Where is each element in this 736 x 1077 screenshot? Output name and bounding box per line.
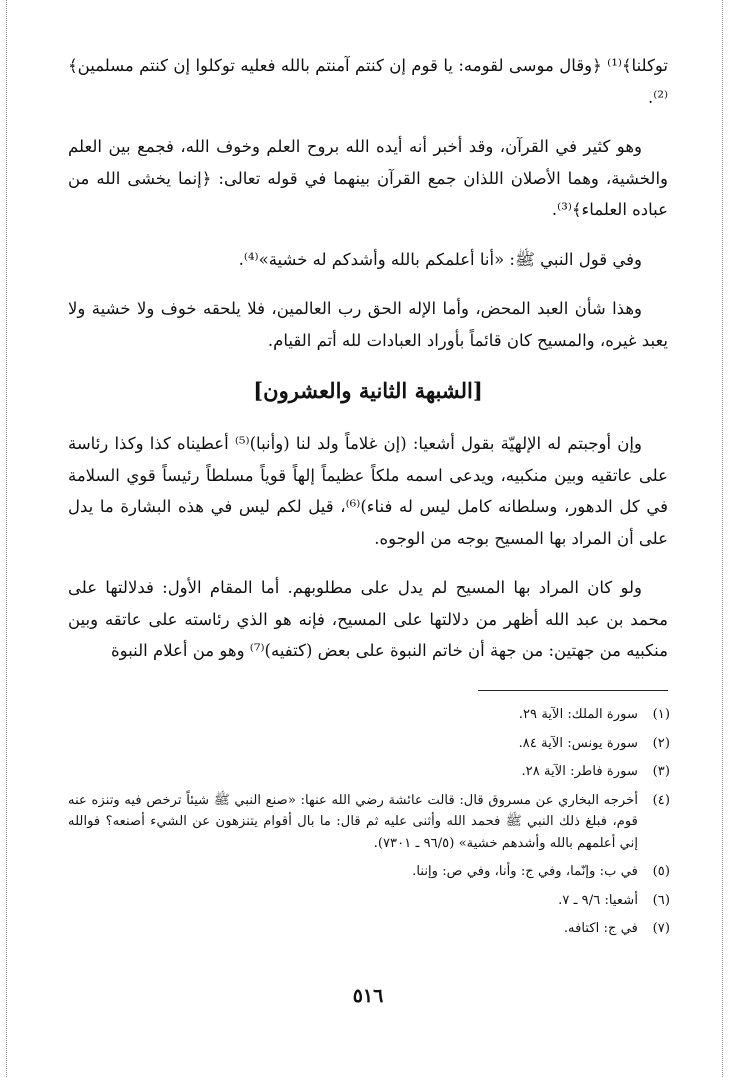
footnote-text: سورة الملك: الآية ٢٩. bbox=[518, 707, 638, 722]
scan-edge-left bbox=[6, 0, 7, 1077]
page-body bbox=[68, 50, 668, 685]
footnote-number: (٢) bbox=[652, 735, 670, 751]
footnote-text: أخرجه البخاري عن مسروق قال: قالت عائشة رضي الله عنها: «صنع النبي ﷺ شيئاً ترخص فيه وتنزه عنه قوم، فبلغ ذلك النبي ﷺ فحمد الله وأثنى عليه ثم قال: ما بال أقوام يتنزهون عن الشيء أصنعه؟ فوالله إني أعلمهم بالله وأشدهم خشية» (٩٦/٥ ـ ٧٣٠١). bbox=[68, 792, 638, 851]
paragraph: ولو كان المراد بها المسيح لم يدل على مطلوبهم. أما المقام الأول: فدلالتها على محمد بن عبد الله أظهر من دلالتها على المسيح، فإنه هو الذي رئاسته على عاتقه وبين منكبيه من جهتين: من جهة أن خاتم النبوة على بعض (كتفيه)⁽⁷⁾ وهو من أعلام النبوة bbox=[68, 578, 668, 660]
paragraph: توكلنا﴾⁽¹⁾ ﴿وقال موسى لقومه: يا قوم إن كنتم آمنتم بالله فعليه توكلوا إن كنتم مسلمين﴾⁽²⁾. bbox=[68, 56, 668, 107]
paragraph: وإن أوجبتم له الإلهيّة بقول أشعيا: (إن غلاماً ولد لنا (وأنبا)⁽⁵⁾ أعطيناه كذا وكذا رئاسة على عاتقيه وبين منكبيه، ويدعى اسمه ملكاً عظيماً إلهاً قوياً مسلطاً رئيساً قوي السلامة في كل الدهور، وسلطانه كامل ليس له فناء)⁽⁶⁾، قيل لكم ليس في هذه البشارة ما يدل على أن المراد بها المسيح بوجه من الوجوه. bbox=[68, 434, 668, 548]
footnote-number: (٤) bbox=[652, 792, 670, 808]
footnote-text: سورة يونس: الآية ٨٤. bbox=[518, 735, 638, 751]
footnote-number: (٣) bbox=[652, 764, 670, 779]
footnote bbox=[68, 761, 670, 783]
footnote-number: (٧) bbox=[652, 921, 670, 936]
footnote bbox=[68, 890, 670, 912]
footnote-text: أشعيا: ٩/٦ ـ ٧. bbox=[558, 892, 638, 908]
footnote-number: (١) bbox=[652, 707, 670, 722]
footnote-text: في ج: اكتافه. bbox=[563, 921, 638, 936]
footnote-divider bbox=[478, 690, 668, 691]
page-number: ٥١٦ bbox=[352, 985, 384, 1007]
footnote bbox=[68, 733, 670, 755]
footnote-text: في ب: وإنّما، وفي ج: وأنا، وفي ص: وإننا. bbox=[412, 864, 638, 879]
footnote bbox=[68, 861, 670, 883]
paragraph: وهذا شأن العبد المحض، وأما الإله الحق رب العالمين، فلا يلحقه خوف ولا خشية ولا يعبد غيره، والمسيح كان قائماً بأوراد العبادات لله أتم القيام. bbox=[68, 299, 668, 350]
paragraph: وفي قول النبي ﷺ: «أنا أعلمكم بالله وأشدكم له خشية»⁽⁴⁾. bbox=[238, 249, 642, 269]
paragraph: وهو كثير في القرآن، وقد أخبر أنه أيده الله بروح العلم وخوف الله، فجمع بين العلم والخشية، وهما الأصلان اللذان جمع القرآن بينهما في قوله تعالى: ﴿إنما يخشى الله من عباده العلماء﴾⁽³⁾. bbox=[68, 137, 668, 219]
main-text-continued bbox=[68, 428, 668, 667]
footnote bbox=[68, 790, 670, 855]
footnote bbox=[68, 918, 670, 940]
main-text bbox=[68, 50, 668, 356]
footnote-number: (٥) bbox=[652, 864, 670, 879]
footnotes bbox=[68, 704, 670, 947]
footnote-text: سورة فاطر: الآية ٢٨. bbox=[521, 764, 638, 779]
footnote-number: (٦) bbox=[652, 892, 670, 908]
scan-edge-right bbox=[722, 0, 723, 1077]
footnote bbox=[68, 704, 670, 726]
section-heading: [الشبهة الثانية والعشرون] bbox=[253, 378, 483, 403]
